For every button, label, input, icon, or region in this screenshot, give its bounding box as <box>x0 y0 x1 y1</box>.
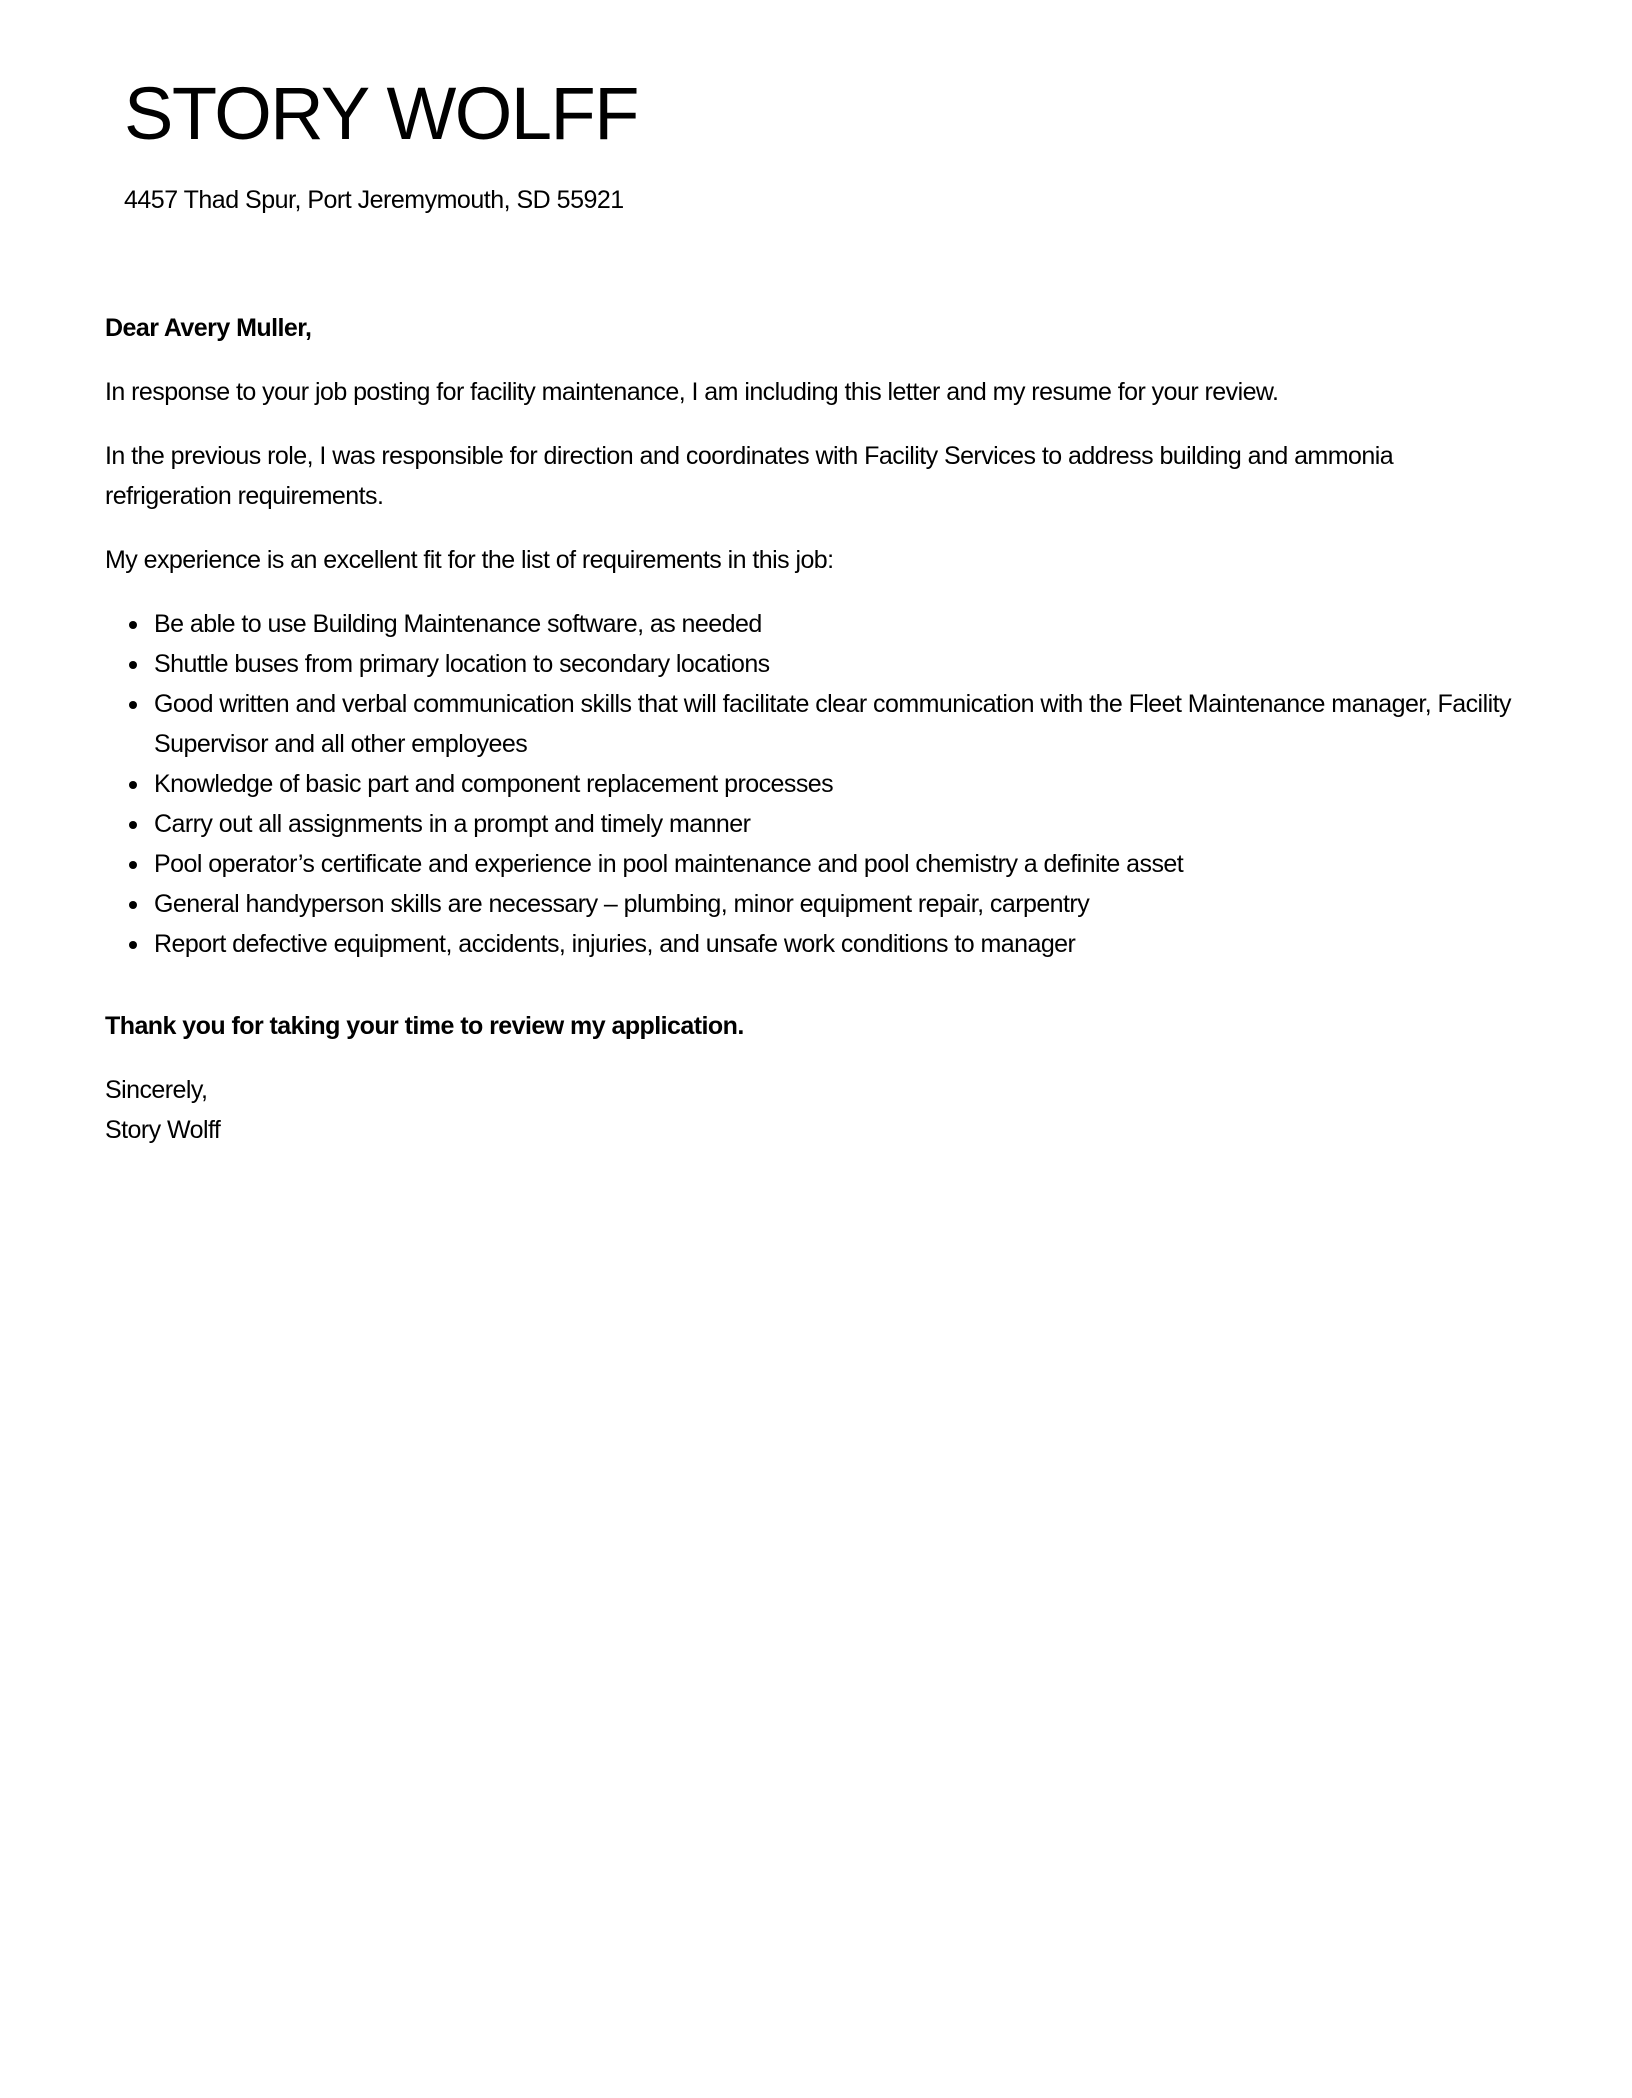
requirements-intro: My experience is an excellent fit for the list of requirements in this job: <box>105 546 834 574</box>
bullet-icon <box>129 621 137 629</box>
list-item <box>154 884 1525 924</box>
bullet-icon <box>129 661 137 669</box>
signoff: Sincerely, <box>105 1076 208 1104</box>
list-item-text: General handyperson skills are necessary – plumbing, minor equipment repair, carpentry <box>154 890 1090 918</box>
list-item-text: Report defective equipment, accidents, injuries, and unsafe work conditions to manager <box>154 930 1076 958</box>
list-item-text: Good written and verbal communication skills that will facilitate clear communication with the Fleet Maintenance manager, Facility Supervisor and all other employees <box>154 690 1511 758</box>
bullet-icon <box>129 821 137 829</box>
intro-paragraph: In response to your job posting for facility maintenance, I am including this letter and my resume for your review. <box>105 378 1279 406</box>
bullet-icon <box>129 701 137 709</box>
list-item <box>154 684 1525 764</box>
bullet-icon <box>129 941 137 949</box>
letter-body <box>105 308 1525 1174</box>
salutation: Dear Avery Muller, <box>105 314 312 342</box>
list-item <box>154 604 1525 644</box>
list-item-text: Carry out all assignments in a prompt and timely manner <box>154 810 751 838</box>
list-item-text: Shuttle buses from primary location to secondary locations <box>154 650 770 678</box>
list-item-text: Knowledge of basic part and component replacement processes <box>154 770 834 798</box>
requirements-list <box>105 604 1525 964</box>
list-item <box>154 764 1525 804</box>
signoff-block <box>105 1070 1525 1150</box>
list-item-text: Pool operator’s certificate and experience in pool maintenance and pool chemistry a definite asset <box>154 850 1184 878</box>
closing-line: Thank you for taking your time to review my application. <box>105 1012 744 1040</box>
experience-paragraph: In the previous role, I was responsible for direction and coordinates with Facility Services to address building and ammonia refrigeration requirements. <box>105 442 1394 510</box>
list-item <box>154 844 1525 884</box>
applicant-name: STORY WOLFF <box>124 72 638 155</box>
applicant-address: 4457 Thad Spur, Port Jeremymouth, SD 55921 <box>124 186 624 214</box>
list-item <box>154 644 1525 684</box>
list-item <box>154 924 1525 964</box>
bullet-icon <box>129 781 137 789</box>
signature: Story Wolff <box>105 1116 221 1144</box>
list-item <box>154 804 1525 844</box>
bullet-icon <box>129 861 137 869</box>
list-item-text: Be able to use Building Maintenance software, as needed <box>154 610 762 638</box>
bullet-icon <box>129 901 137 909</box>
